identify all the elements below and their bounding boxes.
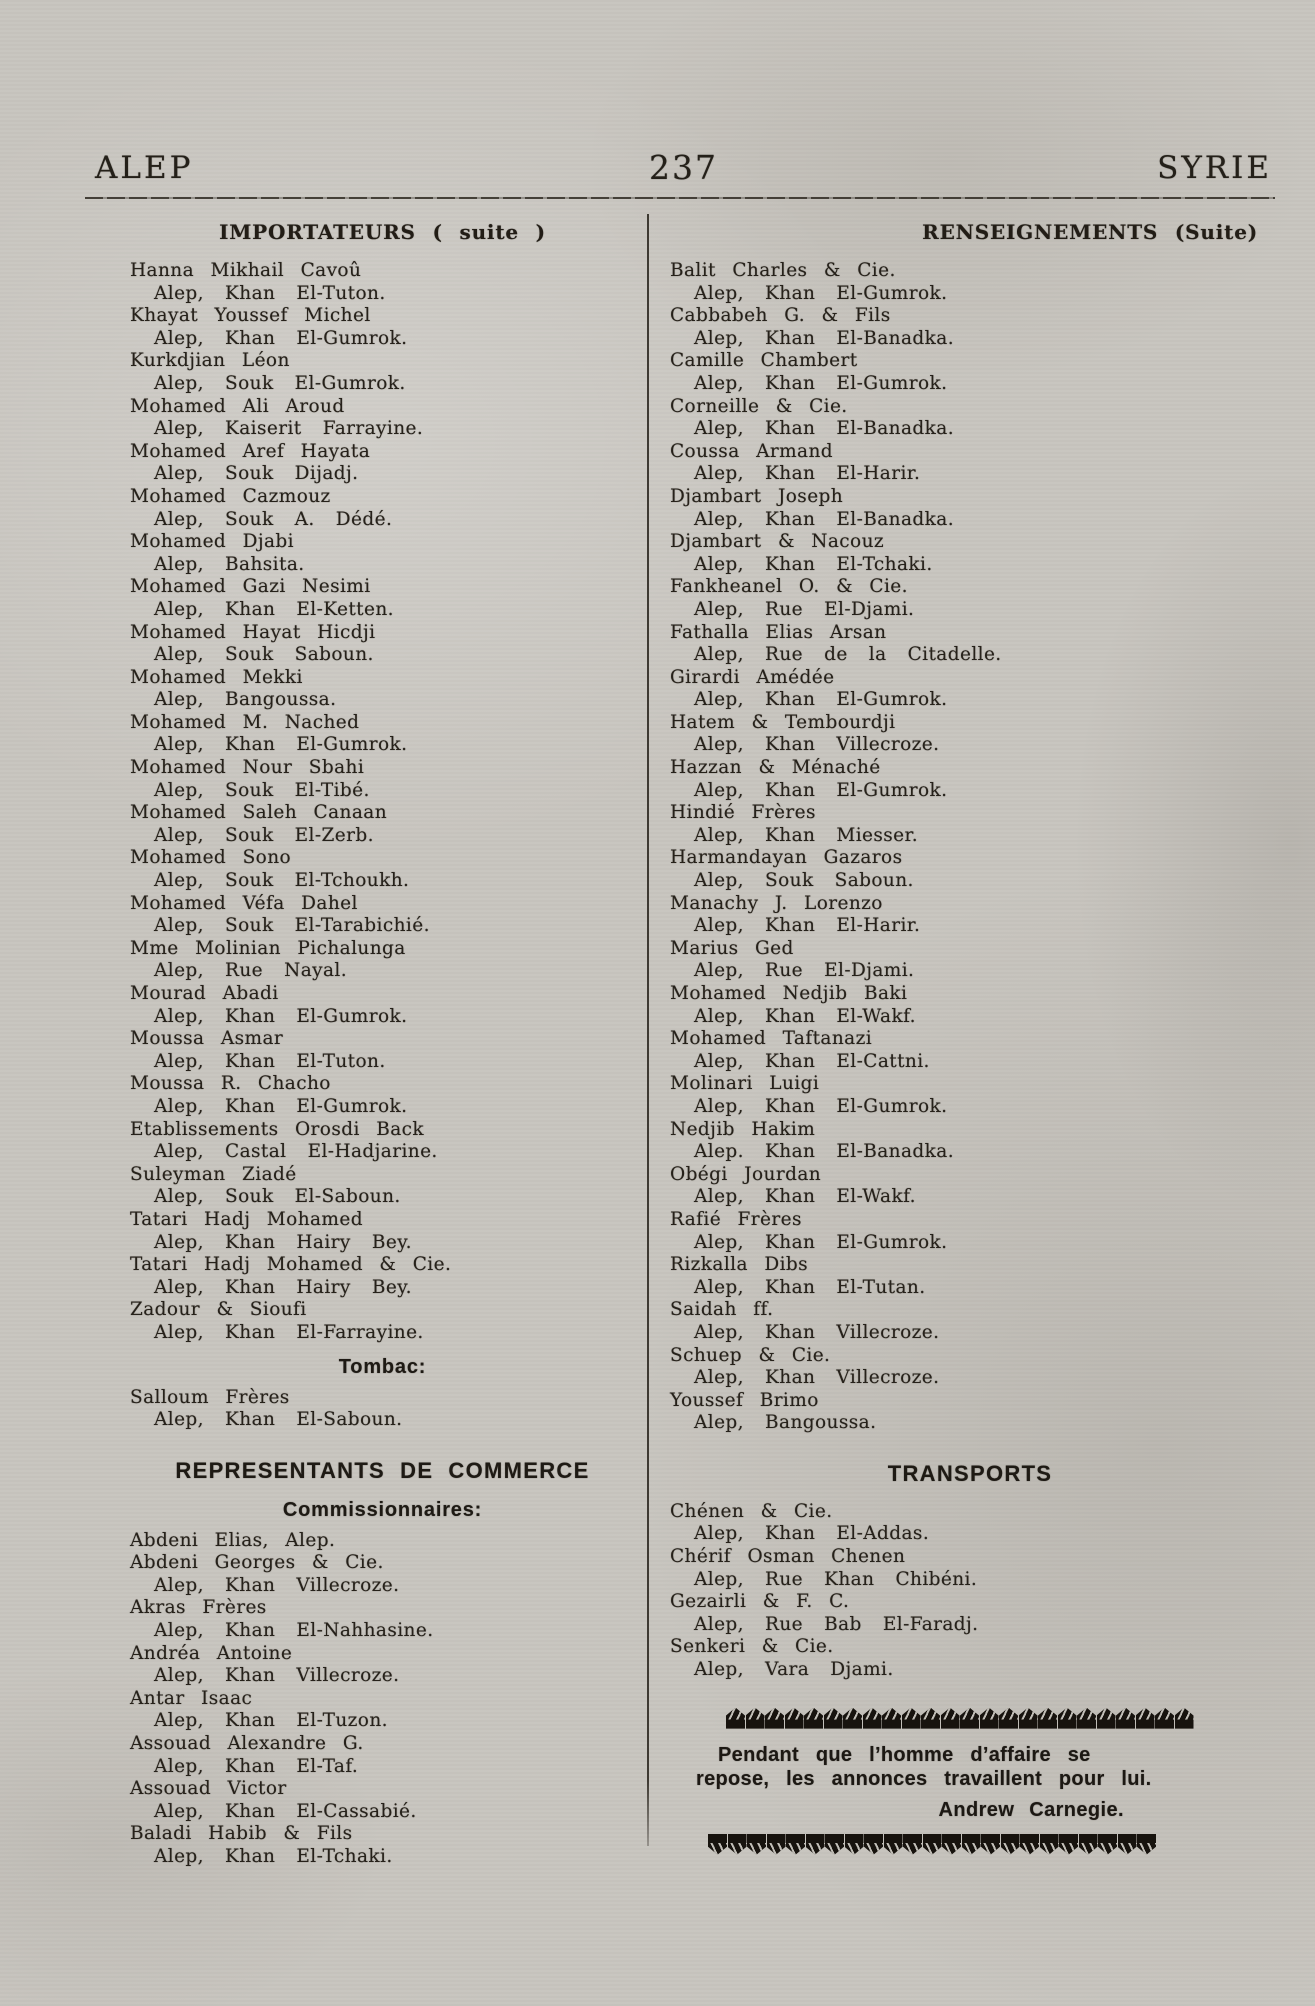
entry-address: Alep, Khan El-Wakf. [694,1186,916,1208]
entry-name: Djambart & Nacouz [670,531,885,553]
printer-ornament-icon [1020,1834,1039,1855]
entry-address: Alep, Khan El-Tuton. [154,1050,386,1072]
entry-name: Girardi Amédée [670,666,835,688]
entry-name: Marius Ged [670,937,794,959]
directory-entry [130,1597,635,1642]
entry-name: Abdeni Elias, Alep. [130,1529,336,1551]
directory-entry [670,1501,1270,1546]
printer-ornament-icon [960,1708,979,1729]
entry-name: Tatari Hadj Mohamed [130,1208,363,1230]
entry-address: Alep, Bangoussa. [694,1412,877,1434]
printer-ornament-icon [708,1834,727,1855]
entry-name: Akras Frères [130,1597,267,1619]
directory-entry [670,757,1270,802]
directory-entry [670,622,1270,667]
entry-name: Mohamed Nour Sbahi [130,757,365,779]
entry-name: Saidah ff. [670,1299,774,1321]
entry-name: Antar Isaac [130,1687,253,1709]
entry-name: Hindié Frères [670,802,816,824]
printer-ornament-icon [726,1708,745,1729]
entry-address: Alep, Khan El-Harir. [694,463,921,485]
entry-address: Alep, Khan El-Ketten. [154,598,394,620]
entry-address: Alep, Khan El-Banadka. [694,508,954,530]
entry-address: Alep, Kaiserit Farrayine. [154,418,424,440]
entry-name: Moussa Asmar [130,1028,284,1050]
entry-name: Mohamed M. Nached [130,711,360,733]
printer-ornament-icon [882,1708,901,1729]
printer-ornament-icon [1136,1708,1155,1729]
entry-name: Mohamed Aref Hayata [130,440,371,462]
entry-address: Alep, Khan El-Gumrok. [154,327,408,349]
entry-name: Kurkdjian Léon [130,350,290,372]
ad-signature: Andrew Carnegie. [938,1798,1124,1821]
printer-ornament-icon [1175,1708,1194,1729]
directory-entry [670,1028,1270,1073]
directory-entry [130,757,635,802]
entry-name: Mohamed Mekki [130,666,303,688]
directory-entry [130,486,635,531]
entry-name: Gezairli & F. C. [670,1591,850,1613]
entry-address: Alep, Bangoussa. [154,689,337,711]
entry-name: Mohamed Saleh Canaan [130,802,388,824]
directory-entry [670,1345,1270,1390]
running-head-country: SYRIE [1157,150,1272,186]
printer-ornament-icon [1097,1708,1116,1729]
entry-name: Youssef Brimo [670,1389,819,1411]
entry-name: Mohamed Véfa Dahel [130,892,358,914]
right-column-heading: RENSEIGNEMENTS (Suite) [922,220,1258,244]
directory-entry [670,1591,1270,1636]
entry-address: Alep, Khan El-Cattni. [694,1050,930,1072]
printer-ornament-icon [746,1708,765,1729]
directory-entry [130,983,635,1028]
printer-ornament-icon [1137,1834,1156,1855]
advertisement [696,1708,1216,1855]
directory-entry [130,938,635,983]
entry-name: Mohamed Nedjib Baki [670,983,908,1004]
directory-entry [130,260,635,305]
directory-entry [670,486,1270,531]
entry-address: Alep, Khan Villecroze. [694,1321,940,1343]
printer-ornament-icon [1058,1708,1077,1729]
entry-address: Alep, Souk A. Dédé. [154,508,393,530]
directory-entry [130,1823,635,1868]
section-subheading: Tombac: [338,1355,427,1378]
directory-entry [670,396,1270,441]
printer-ornament-icon [1059,1834,1078,1855]
directory-entry [670,576,1270,621]
entry-address: Alep, Souk Dijadj. [154,463,359,485]
entry-address: Alep, Souk El-Tibé. [154,779,370,801]
entry-address: Alep, Khan El-Banadka. [694,327,954,349]
directory-entry [130,1778,635,1823]
entry-address: Alep, Khan Villecroze. [154,1574,400,1596]
printer-ornament-icon [980,1708,999,1729]
printer-ornament-icon [728,1834,747,1855]
entry-name: Etablissements Orosdi Back [130,1118,425,1140]
entry-name: Rizkalla Dibs [670,1254,809,1276]
directory-entry [670,1119,1270,1164]
entry-address: Alep, Khan El-Tchaki. [154,1846,393,1867]
printer-ornament-icon [923,1834,942,1855]
directory-entry [670,441,1270,486]
entry-address: Alep, Khan El-Tuton. [154,282,386,304]
entry-address: Alep, Khan Villecroze. [694,734,940,756]
entry-address: Alep, Khan El-Saboun. [154,1409,403,1431]
entry-name: Moussa R. Chacho [130,1073,331,1095]
entry-address: Alep, Khan El-Gumrok. [694,372,948,394]
ad-quote: Pendant que l’homme d’affaire se repose, les annonces travaillent pour lui. [696,1743,1152,1791]
entry-address: Alep, Castal El-Hadjarine. [154,1141,438,1163]
entry-address: Alep, Khan El-Banadka. [694,418,954,440]
header-rule [85,197,1275,199]
entry-address: Alep, Khan El-Gumrok. [154,1095,408,1117]
printer-ornament-icon [1098,1834,1117,1855]
entry-address: Alep, Khan El-Cassabié. [154,1800,417,1822]
ornament-row-bottom [708,1834,1216,1855]
printer-ornament-icon [1038,1708,1057,1729]
entry-name: Tatari Hadj Mohamed & Cie. [130,1254,452,1276]
left-column-heading: IMPORTATEURS ( suite ) [219,220,546,244]
directory-entry [670,847,1270,892]
directory-entry [130,1552,635,1597]
entry-address: Alep, Khan Villecroze. [694,1367,940,1389]
printer-ornament-icon [942,1834,961,1855]
entry-name: Corneille & Cie. [670,395,848,417]
entry-name: Assouad Victor [130,1778,287,1800]
printer-ornament-icon [1079,1834,1098,1855]
directory-entry [130,531,635,576]
entry-address: Alep, Khan El-Gumrok. [694,282,948,304]
entry-address: Alep, Rue El-Djami. [694,960,915,982]
entry-address: Alep, Souk El-Tarabichié. [154,915,430,937]
printer-ornament-icon [999,1708,1018,1729]
printer-ornament-icon [824,1708,843,1729]
entry-address: Alep, Khan El-Tchaki. [694,553,933,575]
entry-address: Alep, Khan Hairy Bey. [154,1231,412,1253]
entry-name: Obégi Jourdan [670,1163,822,1185]
entry-name: Chénen & Cie. [670,1500,833,1522]
directory-entry [670,893,1270,938]
directory-entry [670,305,1270,350]
directory-entry [130,396,635,441]
entry-address: Alep, Bahsita. [154,553,305,575]
entry-address: Alep, Souk El-Zerb. [154,824,374,846]
page-number: 237 [649,148,718,187]
directory-entry [130,1299,635,1344]
entry-name: Nedjib Hakim [670,1118,816,1140]
printer-ornament-icon [962,1834,981,1855]
entry-address: Alep, Khan El-Gumrok. [694,1095,948,1117]
directory-entry [670,260,1270,305]
entry-name: Mourad Abadi [130,983,279,1004]
entry-address: Alep, Khan El-Wakf. [694,1005,916,1027]
directory-entry [130,1643,635,1688]
entry-address: Alep, Khan El-Gumrok. [694,689,948,711]
printer-ornament-icon [1019,1708,1038,1729]
entry-name: Mme Molinian Pichalunga [130,937,406,959]
directory-entry [670,1636,1270,1681]
directory-entry [130,1688,635,1733]
printer-ornament-icon [921,1708,940,1729]
left-column [0,206,647,1869]
directory-entry [130,350,635,395]
directory-entry [130,712,635,757]
entry-name: Molinari Luigi [670,1073,820,1095]
directory-entry [130,893,635,938]
directory-entry [130,1387,635,1432]
entry-address: Alep, Khan El-Farrayine. [154,1321,424,1343]
directory-entry [670,1546,1270,1591]
entry-address: Alep, Souk El-Saboun. [154,1186,401,1208]
printer-ornament-icon [1077,1708,1096,1729]
entry-address: Alep, Vara Djami. [694,1659,894,1681]
section-subheading: Commissionnaires: [282,1498,483,1521]
printer-ornament-icon [804,1708,823,1729]
printer-ornament-icon [765,1708,784,1729]
directory-entry [130,1073,635,1118]
directory-entry [130,1028,635,1073]
entry-name: Harmandayan Gazaros [670,847,903,869]
running-head-city: ALEP [95,150,194,186]
entry-name: Schuep & Cie. [670,1344,831,1366]
entry-name: Mohamed Hayat Hicdji [130,621,376,643]
entry-address: Alep, Khan El-Harir. [694,915,921,937]
directory-entry [130,1209,635,1254]
directory-entry [130,305,635,350]
printer-ornament-icon [981,1834,1000,1855]
printer-ornament-icon [767,1834,786,1855]
entry-address: Alep, Khan El-Nahhasine. [154,1620,434,1642]
entry-name: Cabbabeh G. & Fils [670,305,891,327]
printer-ornament-icon [747,1834,766,1855]
entry-name: Mohamed Taftanazi [670,1028,873,1050]
directory-entry [670,983,1270,1028]
printer-ornament-icon [1040,1834,1059,1855]
ornament-row-top [726,1708,1216,1729]
entry-name: Manachy J. Lorenzo [670,892,883,914]
section-heading: REPRESENTANTS DE COMMERCE [175,1457,590,1483]
directory-entry [670,1254,1270,1299]
entry-name: Andréa Antoine [130,1642,293,1664]
printer-ornament-icon [863,1708,882,1729]
entry-name: Djambart Joseph [670,485,844,507]
entry-name: Mohamed Djabi [130,531,294,553]
directory-entry [130,441,635,486]
entry-name: Camille Chambert [670,350,858,372]
right-column [649,206,1315,1855]
directory-entry [130,1164,635,1209]
entry-name: Mohamed Sono [130,847,292,869]
directory-entry [670,1390,1270,1435]
printer-ornament-icon [941,1708,960,1729]
entry-address: Alep, Rue Nayal. [154,960,347,982]
directory-entry [130,1733,635,1778]
right-column-body [670,260,1270,1682]
entry-name: Hatem & Tembourdji [670,711,896,733]
entry-name: Baladi Habib & Fils [130,1823,353,1845]
directory-entry [130,622,635,667]
entry-address: Alep, Rue Bab El-Faradj. [694,1613,979,1635]
directory-entry [670,712,1270,757]
printer-ornament-icon [902,1708,921,1729]
directory-entry [670,802,1270,847]
directory-entry [130,847,635,892]
entry-address: Alep, Khan El-Gumrok. [154,734,408,756]
entry-address: Alep, Souk El-Gumrok. [154,372,406,394]
entry-address: Alep, Khan Villecroze. [154,1665,400,1687]
entry-address: Alep, Souk Saboun. [694,870,914,892]
entry-name: Rafié Frères [670,1208,802,1230]
section-heading: TRANSPORTS [887,1460,1053,1486]
entry-address: Alep, Khan El-Gumrok. [694,779,948,801]
entry-name: Salloum Frères [130,1386,290,1408]
entry-address: Alep, Rue El-Djami. [694,598,915,620]
directory-entry [670,1299,1270,1344]
printer-ornament-icon [825,1834,844,1855]
directory-entry [670,667,1270,712]
entry-name: Mohamed Cazmouz [130,485,331,507]
directory-entry [670,938,1270,983]
directory-entry [130,1119,635,1164]
entry-address: Alep, Khan Hairy Bey. [154,1276,412,1298]
directory-entry [130,667,635,712]
entry-address: Alep, Souk Saboun. [154,644,374,666]
entry-name: Mohamed Ali Aroud [130,395,345,417]
printer-ornament-icon [785,1708,804,1729]
entry-name: Senkeri & Cie. [670,1636,834,1658]
printer-ornament-icon [864,1834,883,1855]
left-column-body [130,260,635,1869]
printer-ornament-icon [806,1834,825,1855]
entry-name: Khayat Youssef Michel [130,305,371,327]
entry-address: Alep, Khan El-Tutan. [694,1276,926,1298]
entry-name: Coussa Armand [670,440,834,462]
entry-name: Assouad Alexandre G. [130,1733,364,1755]
printer-ornament-icon [786,1834,805,1855]
printer-ornament-icon [1116,1708,1135,1729]
columns-area [0,206,1315,2006]
directory-entry [130,576,635,621]
entry-name: Mohamed Gazi Nesimi [130,576,371,598]
directory-entry [130,1254,635,1299]
printer-ornament-icon [845,1834,864,1855]
entry-address: Alep, Khan El-Taf. [154,1755,359,1777]
entry-address: Alep, Rue Khan Chibéni. [694,1568,978,1590]
printer-ornament-icon [903,1834,922,1855]
entry-name: Suleyman Ziadé [130,1163,297,1185]
entry-address: Alep, Khan El-Gumrok. [694,1231,948,1253]
directory-entry [670,531,1270,576]
directory-entry [670,1209,1270,1254]
entry-name: Zadour & Sioufi [130,1299,307,1321]
entry-address: Alep. Khan El-Banadka. [694,1141,954,1163]
entry-name: Fankheanel O. & Cie. [670,576,908,598]
entry-address: Alep, Khan Miesser. [694,824,919,846]
entry-address: Alep, Khan El-Gumrok. [154,1005,408,1027]
entry-address: Alep, Khan El-Tuzon. [154,1710,388,1732]
entry-name: Balit Charles & Cie. [670,260,896,281]
running-head [95,150,1272,194]
entry-address: Alep, Souk El-Tchoukh. [154,870,410,892]
printer-ornament-icon [884,1834,903,1855]
entry-name: Hazzan & Ménaché [670,757,881,779]
entry-name: Abdeni Georges & Cie. [130,1552,384,1574]
printer-ornament-icon [843,1708,862,1729]
directory-entry [130,802,635,847]
entry-address: Alep, Khan El-Addas. [694,1523,930,1545]
entry-name: Chérif Osman Chenen [670,1546,906,1568]
printer-ornament-icon [1001,1834,1020,1855]
entry-name: Fathalla Elias Arsan [670,621,887,643]
directory-entry [130,1530,635,1553]
entry-address: Alep, Rue de la Citadelle. [694,644,1002,666]
directory-entry [670,1073,1270,1118]
entry-name: Hanna Mikhail Cavoû [130,260,362,281]
directory-entry [670,350,1270,395]
directory-entry [670,1164,1270,1209]
printer-ornament-icon [1118,1834,1137,1855]
printer-ornament-icon [1155,1708,1174,1729]
